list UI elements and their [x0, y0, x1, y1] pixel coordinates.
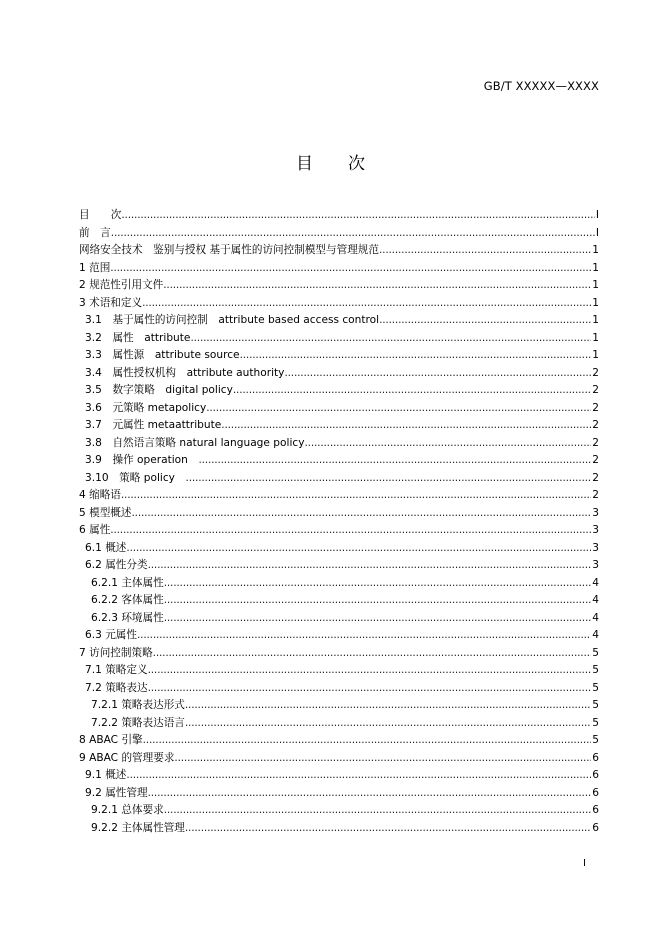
toc-leader-dots	[379, 242, 591, 260]
toc-entry[interactable]	[79, 645, 599, 663]
toc-entry[interactable]	[79, 557, 599, 575]
toc-entry[interactable]	[79, 785, 599, 803]
toc-entry[interactable]	[79, 732, 599, 750]
toc-entry-page: 5	[592, 664, 599, 676]
toc-entry-page: 6	[592, 821, 599, 834]
toc-entry-page: 2	[592, 419, 599, 431]
toc-leader-dots	[185, 715, 591, 733]
toc-entry-page: 6	[592, 769, 599, 781]
toc-entry-label: 5 模型概述	[79, 506, 132, 519]
toc-entry-label: 网络安全技术 鉴别与授权 基于属性的访问控制模型与管理规范	[79, 244, 379, 256]
toc-entry-label: 9.2.1 总体要求	[91, 804, 164, 816]
toc-entry-page: 3	[592, 506, 599, 519]
toc-title-char-2: 次	[348, 154, 366, 174]
toc-leader-dots	[190, 330, 591, 348]
toc-entry[interactable]	[79, 225, 599, 243]
toc-leader-dots	[153, 645, 592, 663]
toc-entry[interactable]	[79, 575, 599, 593]
toc-leader-dots	[379, 312, 591, 330]
toc-leader-dots	[148, 557, 592, 575]
toc-entry-page: 1	[592, 261, 599, 274]
toc-entry-page: 5	[592, 734, 599, 746]
toc-leader-dots	[185, 697, 591, 715]
toc-leader-dots	[110, 522, 591, 540]
toc-entry-label: 6.2.2 客体属性	[91, 594, 164, 606]
toc-entry-page: 4	[592, 576, 599, 589]
toc-entry[interactable]	[79, 627, 599, 645]
toc-entry[interactable]	[79, 540, 599, 558]
toc-entry-page: 5	[592, 646, 599, 659]
toc-entry-page: 2	[592, 489, 599, 501]
toc-leader-dots	[137, 627, 591, 645]
toc-entry[interactable]	[79, 697, 599, 715]
toc-leader-dots	[131, 505, 591, 523]
toc-entry-label: 9.2.2 主体属性管理	[91, 821, 185, 834]
toc-leader-dots	[240, 347, 592, 365]
toc-entry-page: 2	[592, 436, 599, 449]
table-of-contents	[79, 207, 599, 837]
toc-leader-dots	[164, 802, 592, 820]
toc-entry-label: 7 访问控制策略	[79, 646, 153, 659]
toc-entry[interactable]	[79, 295, 599, 313]
toc-entry-page: 1	[592, 279, 599, 291]
toc-entry-page: 2	[592, 384, 599, 396]
toc-entry-label: 3.2 属性 attribute	[85, 331, 191, 344]
toc-entry-page: 2	[592, 454, 599, 466]
toc-entry-label: 3.7 元属性 metaattribute	[85, 419, 222, 431]
toc-entry-page: 3	[592, 541, 599, 554]
toc-entry[interactable]	[79, 470, 599, 488]
toc-entry-page: 4	[592, 611, 599, 624]
toc-entry-page: 5	[592, 681, 599, 694]
toc-leader-dots	[148, 662, 592, 680]
toc-title-char-1: 目	[296, 154, 314, 174]
toc-entry-label: 1 范围	[79, 261, 111, 274]
toc-entry-label: 7.2.2 策略表达语言	[91, 716, 185, 729]
toc-leader-dots	[221, 417, 591, 435]
toc-leader-dots	[142, 295, 591, 313]
toc-entry-page: 5	[592, 716, 599, 729]
toc-leader-dots	[304, 435, 591, 453]
toc-leader-dots	[126, 540, 591, 558]
toc-entry-label: 目 次	[79, 209, 122, 221]
toc-entry[interactable]	[79, 417, 599, 435]
toc-leader-dots	[121, 207, 595, 225]
toc-entry[interactable]	[79, 715, 599, 733]
toc-entry[interactable]	[79, 505, 599, 523]
toc-leader-dots	[121, 487, 591, 505]
toc-leader-dots	[164, 610, 592, 628]
toc-entry-page: 6	[592, 804, 599, 816]
toc-leader-dots	[110, 260, 591, 278]
toc-entry-label: 3.5 数字策略 digital policy	[85, 384, 233, 396]
toc-entry[interactable]	[79, 400, 599, 418]
toc-entry[interactable]	[79, 277, 599, 295]
toc-entry-label: 6.2 属性分类	[85, 559, 148, 571]
toc-entry-page: 2	[592, 471, 599, 484]
toc-entry-page: 6	[592, 751, 599, 764]
toc-leader-dots	[284, 365, 591, 383]
toc-entry-label: 7.2.1 策略表达形式	[91, 699, 185, 711]
toc-entry-label: 8 ABAC 引擎	[79, 734, 143, 746]
toc-entry-label: 9.1 概述	[85, 769, 127, 781]
toc-entry[interactable]	[79, 452, 599, 470]
toc-leader-dots	[164, 575, 592, 593]
toc-entry-label: 6.2.1 主体属性	[91, 576, 164, 589]
toc-entry-label: 3 术语和定义	[79, 296, 143, 309]
toc-entry[interactable]	[79, 365, 599, 383]
toc-entry[interactable]	[79, 487, 599, 505]
toc-entry-label: 6.1 概述	[85, 541, 127, 554]
toc-entry[interactable]	[79, 382, 599, 400]
toc-entry[interactable]	[79, 767, 599, 785]
toc-entry[interactable]	[79, 802, 599, 820]
toc-entry-label: 4 缩略语	[79, 489, 121, 501]
toc-entry-label: 6.2.3 环境属性	[91, 611, 164, 624]
toc-entry-label: 6.3 元属性	[85, 629, 137, 641]
toc-entry-page: 4	[592, 594, 599, 606]
toc-entry-page: 4	[592, 629, 599, 641]
toc-entry-page: 1	[592, 349, 599, 361]
toc-entry[interactable]	[79, 260, 599, 278]
page-number: I	[583, 858, 586, 869]
toc-entry[interactable]	[79, 820, 599, 838]
toc-entry-page: I	[595, 226, 599, 239]
toc-entry-page: 5	[592, 699, 599, 711]
toc-leader-dots	[163, 277, 591, 295]
toc-entry-page: 1	[592, 314, 599, 326]
toc-entry-label: 3.8 自然语言策略 natural language policy	[85, 436, 305, 449]
toc-leader-dots	[233, 382, 591, 400]
toc-entry[interactable]	[79, 750, 599, 768]
toc-entry-label: 3.4 属性授权机构 attribute authority	[85, 366, 285, 379]
toc-entry-page: 2	[592, 401, 599, 414]
toc-leader-dots	[143, 732, 592, 750]
toc-entry-label: 3.3 属性源 attribute source	[85, 349, 240, 361]
toc-entry-label: 3.1 基于属性的访问控制 attribute based access control	[85, 314, 380, 326]
toc-entry-label: 3.6 元策略 metapolicy	[85, 401, 207, 414]
toc-entry[interactable]	[79, 330, 599, 348]
toc-entry-label: 7.2 策略表达	[85, 681, 148, 694]
toc-entry[interactable]	[79, 592, 599, 610]
toc-entry[interactable]	[79, 610, 599, 628]
toc-entry-page: I	[595, 209, 599, 221]
toc-entry-label: 7.1 策略定义	[85, 664, 148, 676]
toc-leader-dots	[148, 680, 592, 698]
toc-entry[interactable]	[79, 662, 599, 680]
toc-entry[interactable]	[79, 312, 599, 330]
toc-entry[interactable]	[79, 347, 599, 365]
toc-entry-label: 6 属性	[79, 524, 111, 536]
toc-entry-page: 2	[592, 366, 599, 379]
toc-leader-dots	[185, 820, 591, 838]
toc-leader-dots	[186, 470, 592, 488]
toc-leader-dots	[126, 767, 591, 785]
toc-entry-page: 6	[592, 786, 599, 799]
toc-leader-dots	[164, 592, 592, 610]
toc-entry-label: 9.2 属性管理	[85, 786, 148, 799]
toc-entry-page: 3	[592, 524, 599, 536]
standard-code: GB/T XXXXX—XXXX	[483, 79, 599, 93]
toc-entry-page: 1	[592, 331, 599, 344]
toc-entry[interactable]	[79, 435, 599, 453]
toc-entry[interactable]	[79, 522, 599, 540]
toc-entry-page: 1	[592, 296, 599, 309]
toc-entry-page: 1	[592, 244, 599, 256]
toc-leader-dots	[148, 785, 592, 803]
toc-entry-label: 前 言	[79, 226, 111, 239]
toc-entry-label: 9 ABAC 的管理要求	[79, 751, 175, 764]
toc-leader-dots	[174, 750, 591, 768]
toc-leader-dots	[111, 225, 595, 243]
toc-entry-page: 3	[592, 559, 599, 571]
toc-entry[interactable]	[79, 242, 599, 260]
toc-entry[interactable]	[79, 680, 599, 698]
toc-entry-label: 2 规范性引用文件	[79, 279, 164, 291]
toc-entry-label: 3.10 策略 policy	[85, 471, 186, 484]
toc-title	[0, 149, 662, 174]
toc-entry[interactable]	[79, 207, 599, 225]
toc-leader-dots	[198, 452, 591, 470]
toc-entry-label: 3.9 操作 operation	[85, 454, 199, 466]
toc-leader-dots	[206, 400, 591, 418]
